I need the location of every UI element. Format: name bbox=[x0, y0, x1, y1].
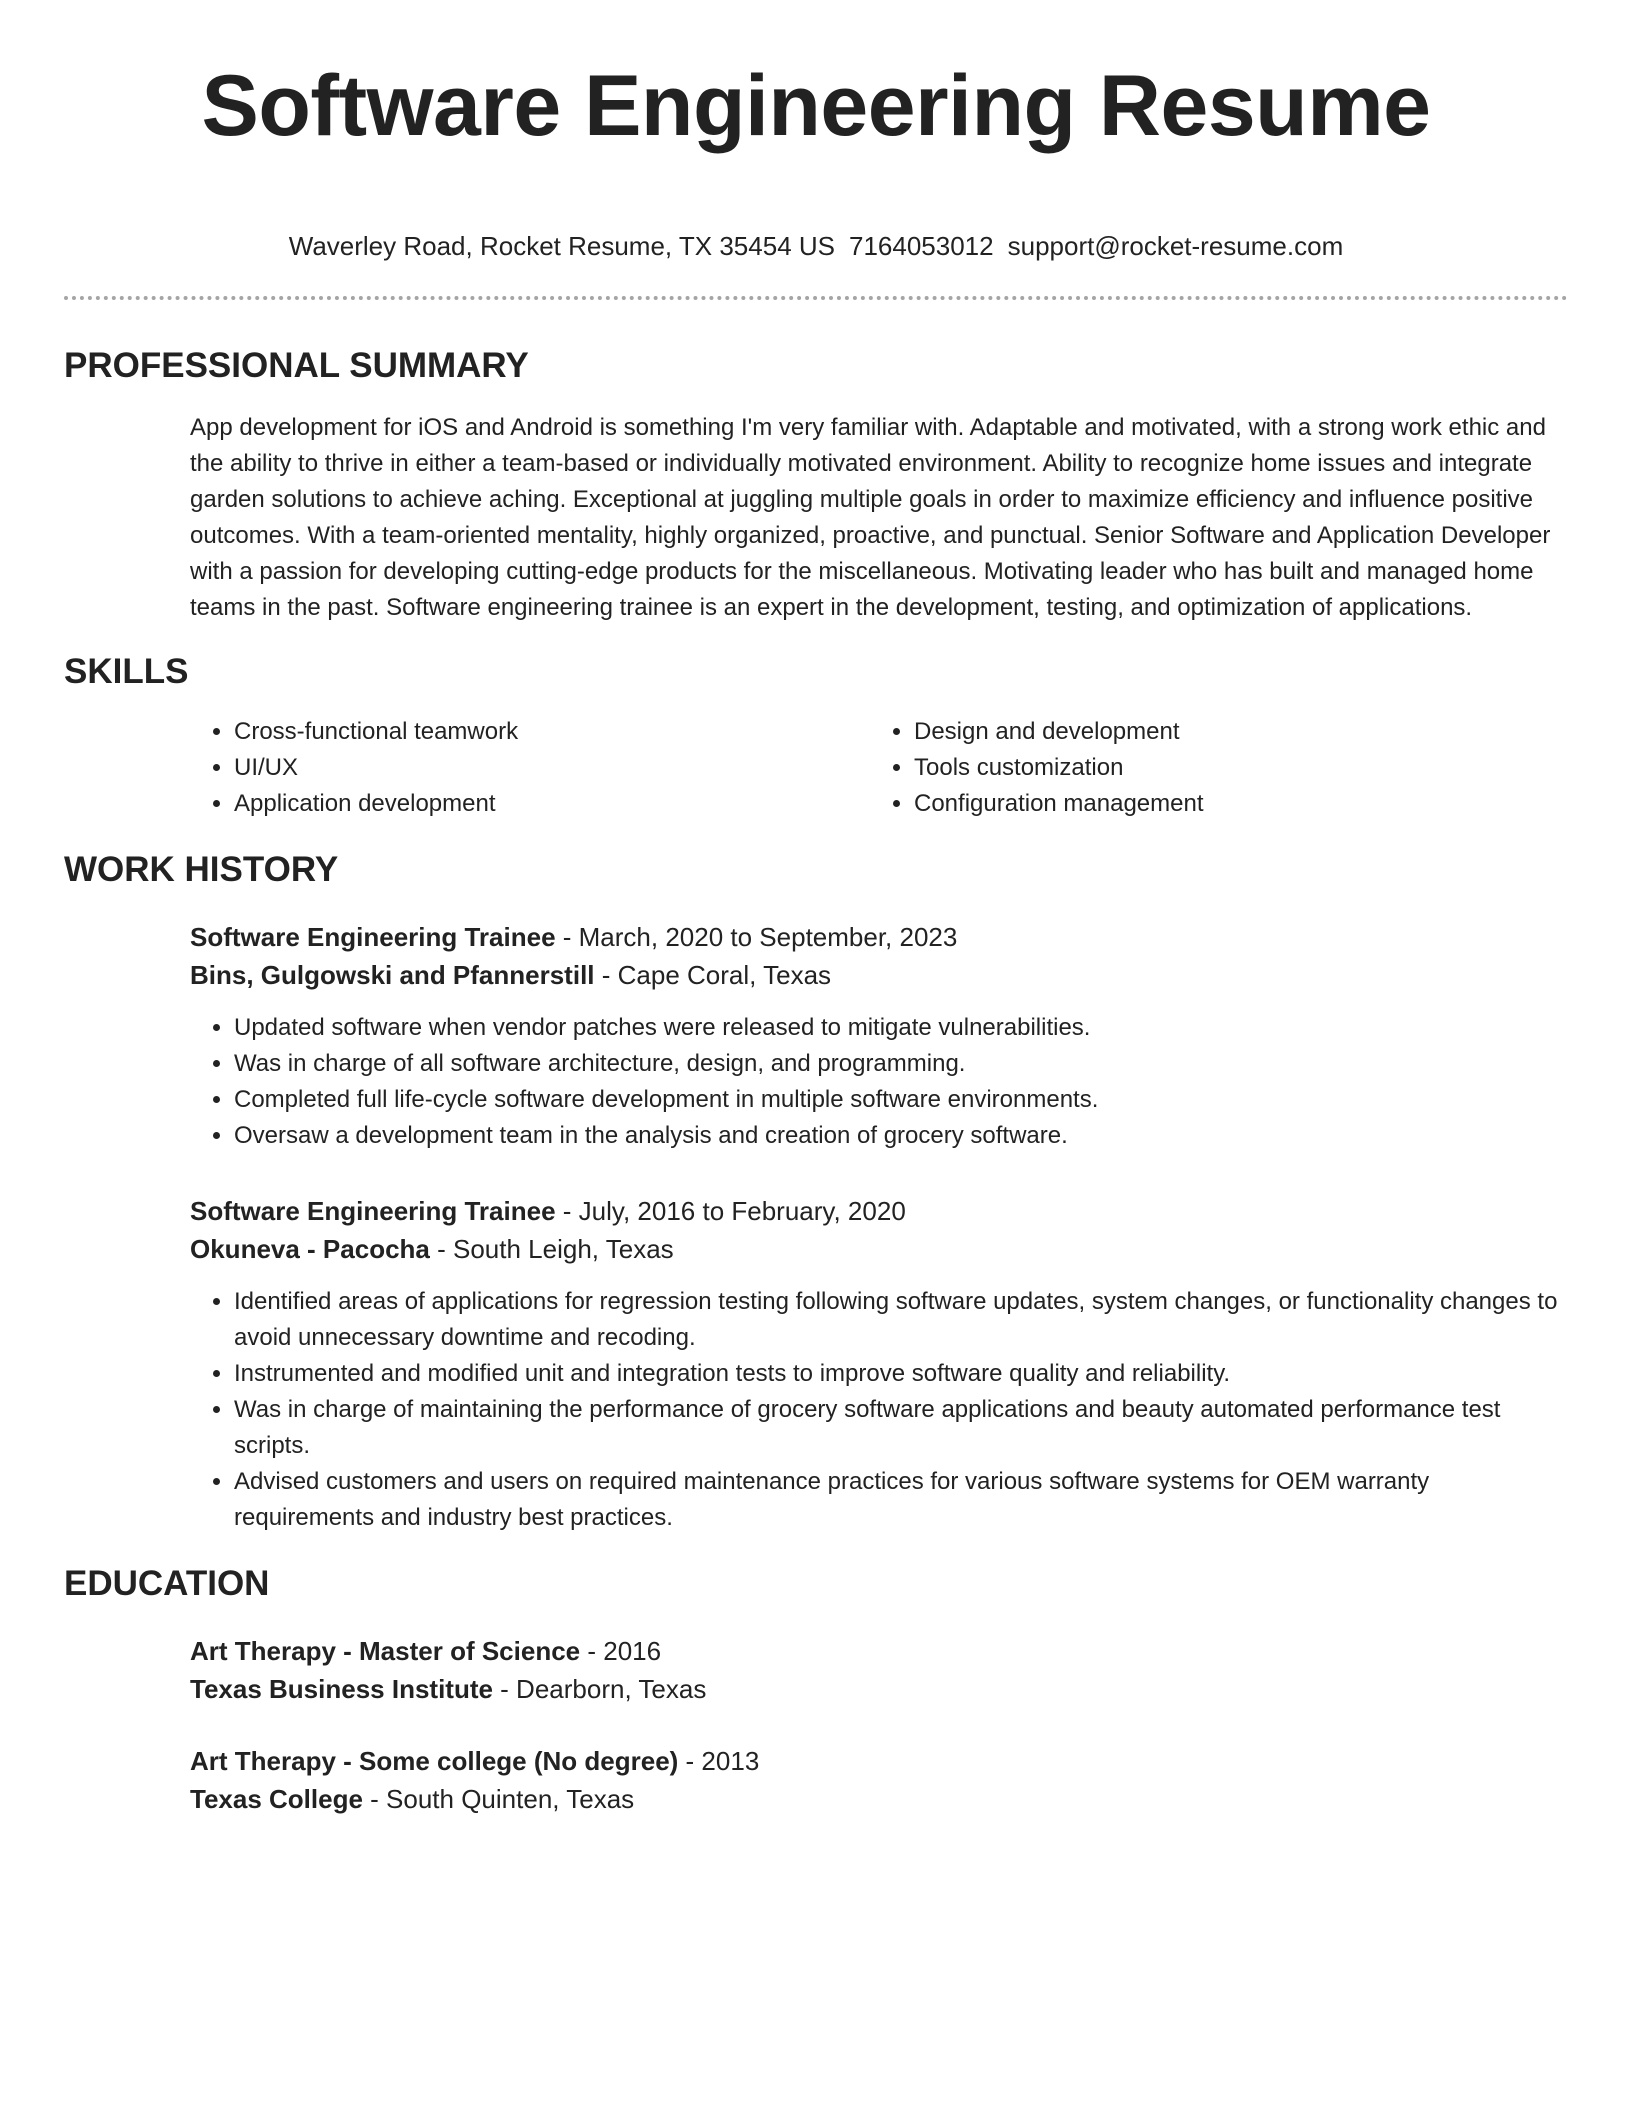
job-role: Software Engineering Trainee bbox=[190, 922, 556, 952]
job-entry bbox=[190, 918, 1568, 1154]
job-location: - South Leigh, Texas bbox=[429, 1234, 674, 1264]
resume-page bbox=[64, 0, 1568, 1818]
job-duty: • Was in charge of all software architecture, design, and programming. bbox=[234, 1046, 1568, 1082]
work-history-heading: WORK HISTORY bbox=[64, 850, 339, 889]
education-degree-line bbox=[190, 1742, 1568, 1780]
education-location: - South Quinten, Texas bbox=[362, 1784, 635, 1814]
skill-item: • Tools customization bbox=[914, 750, 1550, 786]
job-title-line bbox=[190, 1192, 1568, 1230]
contact-address: Waverley Road, Rocket Resume, TX 35454 US bbox=[288, 231, 835, 261]
education-degree: Art Therapy - Some college (No degree) bbox=[190, 1746, 679, 1776]
skills-heading: SKILLS bbox=[64, 652, 189, 691]
job-company-line bbox=[190, 956, 1568, 994]
job-title-line bbox=[190, 918, 1568, 956]
job-duty: • Completed full life-cycle software development in multiple software environments. bbox=[234, 1082, 1568, 1118]
education-year: - 2013 bbox=[678, 1746, 760, 1776]
job-company-line bbox=[190, 1230, 1568, 1268]
education-heading: EDUCATION bbox=[64, 1564, 270, 1603]
summary-text: App development for iOS and Android is something I'm very familiar with. Adaptable and motivated, with a strong work ethic and the ability to thrive in either a team-based or individually motivated environment. Ability to recognize home issues and integrate garden solutions to achieve aching. Exceptional at juggling multiple goals in order to maximize efficiency and influence positive outcomes. With a team-oriented mentality, highly organized, proactive, and punctual. Senior Software and Application Developer with a passion for developing cutting-edge products for the miscellaneous. Motivating leader who has built and managed home teams in the past. Software engineering trainee is an expert in the development, testing, and optimization of applications. bbox=[190, 414, 1551, 621]
education-school-line bbox=[190, 1670, 1568, 1708]
resume-name: Software Engineering Resume bbox=[201, 58, 1431, 154]
education-year: - 2016 bbox=[580, 1636, 662, 1666]
skill-item: • Cross-functional teamwork bbox=[234, 714, 870, 750]
skill-item: • Configuration management bbox=[914, 786, 1550, 822]
job-duty: • Updated software when vendor patches were released to mitigate vulnerabilities. bbox=[234, 1010, 1568, 1046]
summary-heading: PROFESSIONAL SUMMARY bbox=[64, 346, 529, 385]
contact-email[interactable]: support@rocket-resume.com bbox=[1007, 231, 1344, 261]
job-location: - Cape Coral, Texas bbox=[594, 960, 832, 990]
job-duty: • Oversaw a development team in the analysis and creation of grocery software. bbox=[234, 1118, 1568, 1154]
skills-column-right bbox=[870, 714, 1550, 822]
job-company: Okuneva - Pacocha bbox=[190, 1234, 430, 1264]
skill-item: • UI/UX bbox=[234, 750, 870, 786]
job-duty: • Identified areas of applications for regression testing following software updates, system changes, or functionality changes to avoid unnecessary downtime and recoding. bbox=[234, 1284, 1568, 1356]
education-entry bbox=[190, 1632, 1568, 1708]
contact-phone: 7164053012 bbox=[849, 231, 994, 261]
education-degree-line bbox=[190, 1632, 1568, 1670]
job-duties bbox=[190, 1010, 1568, 1154]
job-duty: • Was in charge of maintaining the performance of grocery software applications and beauty automated performance test scripts. bbox=[234, 1392, 1568, 1464]
job-entry bbox=[190, 1192, 1568, 1536]
contact-line bbox=[64, 228, 1568, 264]
education-school-line bbox=[190, 1780, 1568, 1818]
job-dates: - July, 2016 to February, 2020 bbox=[555, 1196, 906, 1226]
education-school: Texas College bbox=[190, 1784, 363, 1814]
skill-item: • Design and development bbox=[914, 714, 1550, 750]
job-role: Software Engineering Trainee bbox=[190, 1196, 556, 1226]
job-duties bbox=[190, 1284, 1568, 1536]
education-entry bbox=[190, 1742, 1568, 1818]
skills-list bbox=[190, 714, 1568, 822]
job-duty: • Instrumented and modified unit and integration tests to improve software quality and reliability. bbox=[234, 1356, 1568, 1392]
skills-column-left bbox=[190, 714, 870, 822]
job-duty: • Advised customers and users on required maintenance practices for various software systems for OEM warranty requirements and industry best practices. bbox=[234, 1464, 1568, 1536]
job-company: Bins, Gulgowski and Pfannerstill bbox=[190, 960, 595, 990]
header-divider bbox=[64, 296, 1568, 300]
education-location: - Dearborn, Texas bbox=[492, 1674, 707, 1704]
skill-item: • Application development bbox=[234, 786, 870, 822]
education-school: Texas Business Institute bbox=[190, 1674, 493, 1704]
education-degree: Art Therapy - Master of Science bbox=[190, 1636, 581, 1666]
job-dates: - March, 2020 to September, 2023 bbox=[555, 922, 958, 952]
